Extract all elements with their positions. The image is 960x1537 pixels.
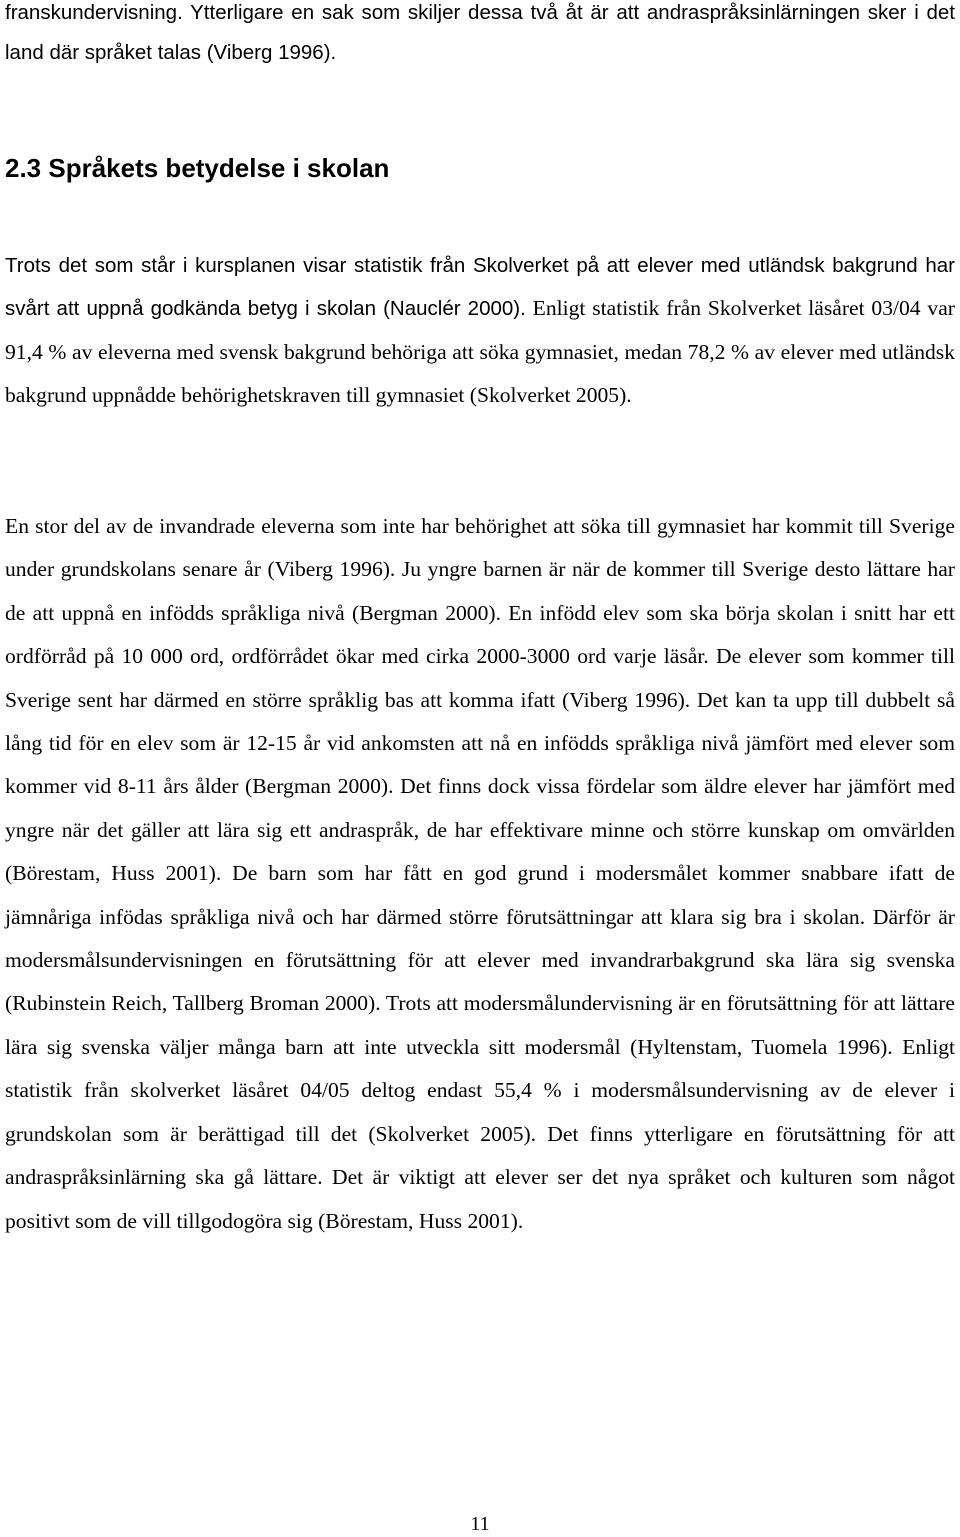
section-heading: 2.3 Språkets betydelse i skolan — [5, 153, 390, 183]
immigrant-students-paragraph: En stor del av de invandrade eleverna som inte har behörighet att söka till gymnasiet har kommit till Sverige under grundskolans senare år (Viberg 1996). Ju yngre barnen är när de kommer till Sverige desto lättare har de att uppnå en infödds språkliga nivå (Bergman 2000). En infödd elev som ska börja skolan i snitt har ett ordförråd på 10 000 ord, ordförrådet ökar med cirka 2000-3000 ord varje läsår. De elever som kommer till Sverige sent har därmed en större språklig bas att komma ifatt (Viberg 1996). Det kan ta upp till dubbelt så lång tid för en elev som är 12-15 år vid ankomsten att nå en infödds språkliga nivå jämfört med elever som kommer vid 8-11 års ålder (Bergman 2000). Det finns dock vissa fördelar som äldre elever har jämfört med yngre när det gäller att lära sig ett andraspråk, de har effektivare minne och större kunskap om omvärlden (Börestam, Huss 2001). De barn som har fått en god grund i modersmålet kommer snabbare ifatt de jämnåriga infödas språkliga nivå och har därmed större förutsättningar att klara sig bra i skolan. Därför är modersmålsundervisningen en förutsättning för att elever med invandrarbakgrund ska lära sig svenska (Rubinstein Reich, Tallberg Broman 2000). Trots att modersmålundervisning är en förutsättning för att lättare lära sig svenska väljer många barn att inte utveckla sitt modersmål (Hyltenstam, Tuomela 1996). Enligt statistik från skolverket läsåret 04/05 deltog endast 55,4 % i modersmålsundervisning av de elever i grundskolan som är berättigad till det (Skolverket 2005). Det finns ytterligare en förutsättning för att andraspråksinlärning ska gå lättare. Det är viktigt att elever ser det nya språket och kulturen som något positivt som de vill tillgodogöra sig (Börestam, Huss 2001). — [5, 514, 955, 1233]
statistics-paragraph-sans-part: Trots det som står i kursplanen visar statistik från Skolverket på att elever med utländsk bakgrund har svårt att uppnå godkända betyg i skolan (Nauclér 2000). — [5, 254, 955, 321]
intro-paragraph: franskundervisning. Ytterligare en sak som skiljer dessa två åt är att andraspråksinlärningen sker i det land där språket talas (Viberg 1996). — [5, 1, 955, 64]
page-number: 11 — [470, 1513, 490, 1535]
statistics-paragraph — [5, 244, 955, 418]
statistics-paragraph-serif-part: Enligt statistik från Skolverket läsåret 03/04 var 91,4 % av eleverna med svensk bakgrund behöriga att söka gymnasiet, medan 78,2 % av elever med utländsk bakgrund uppnådde behörighetskraven till gymnasiet (Skolverket 2005). — [5, 296, 955, 408]
